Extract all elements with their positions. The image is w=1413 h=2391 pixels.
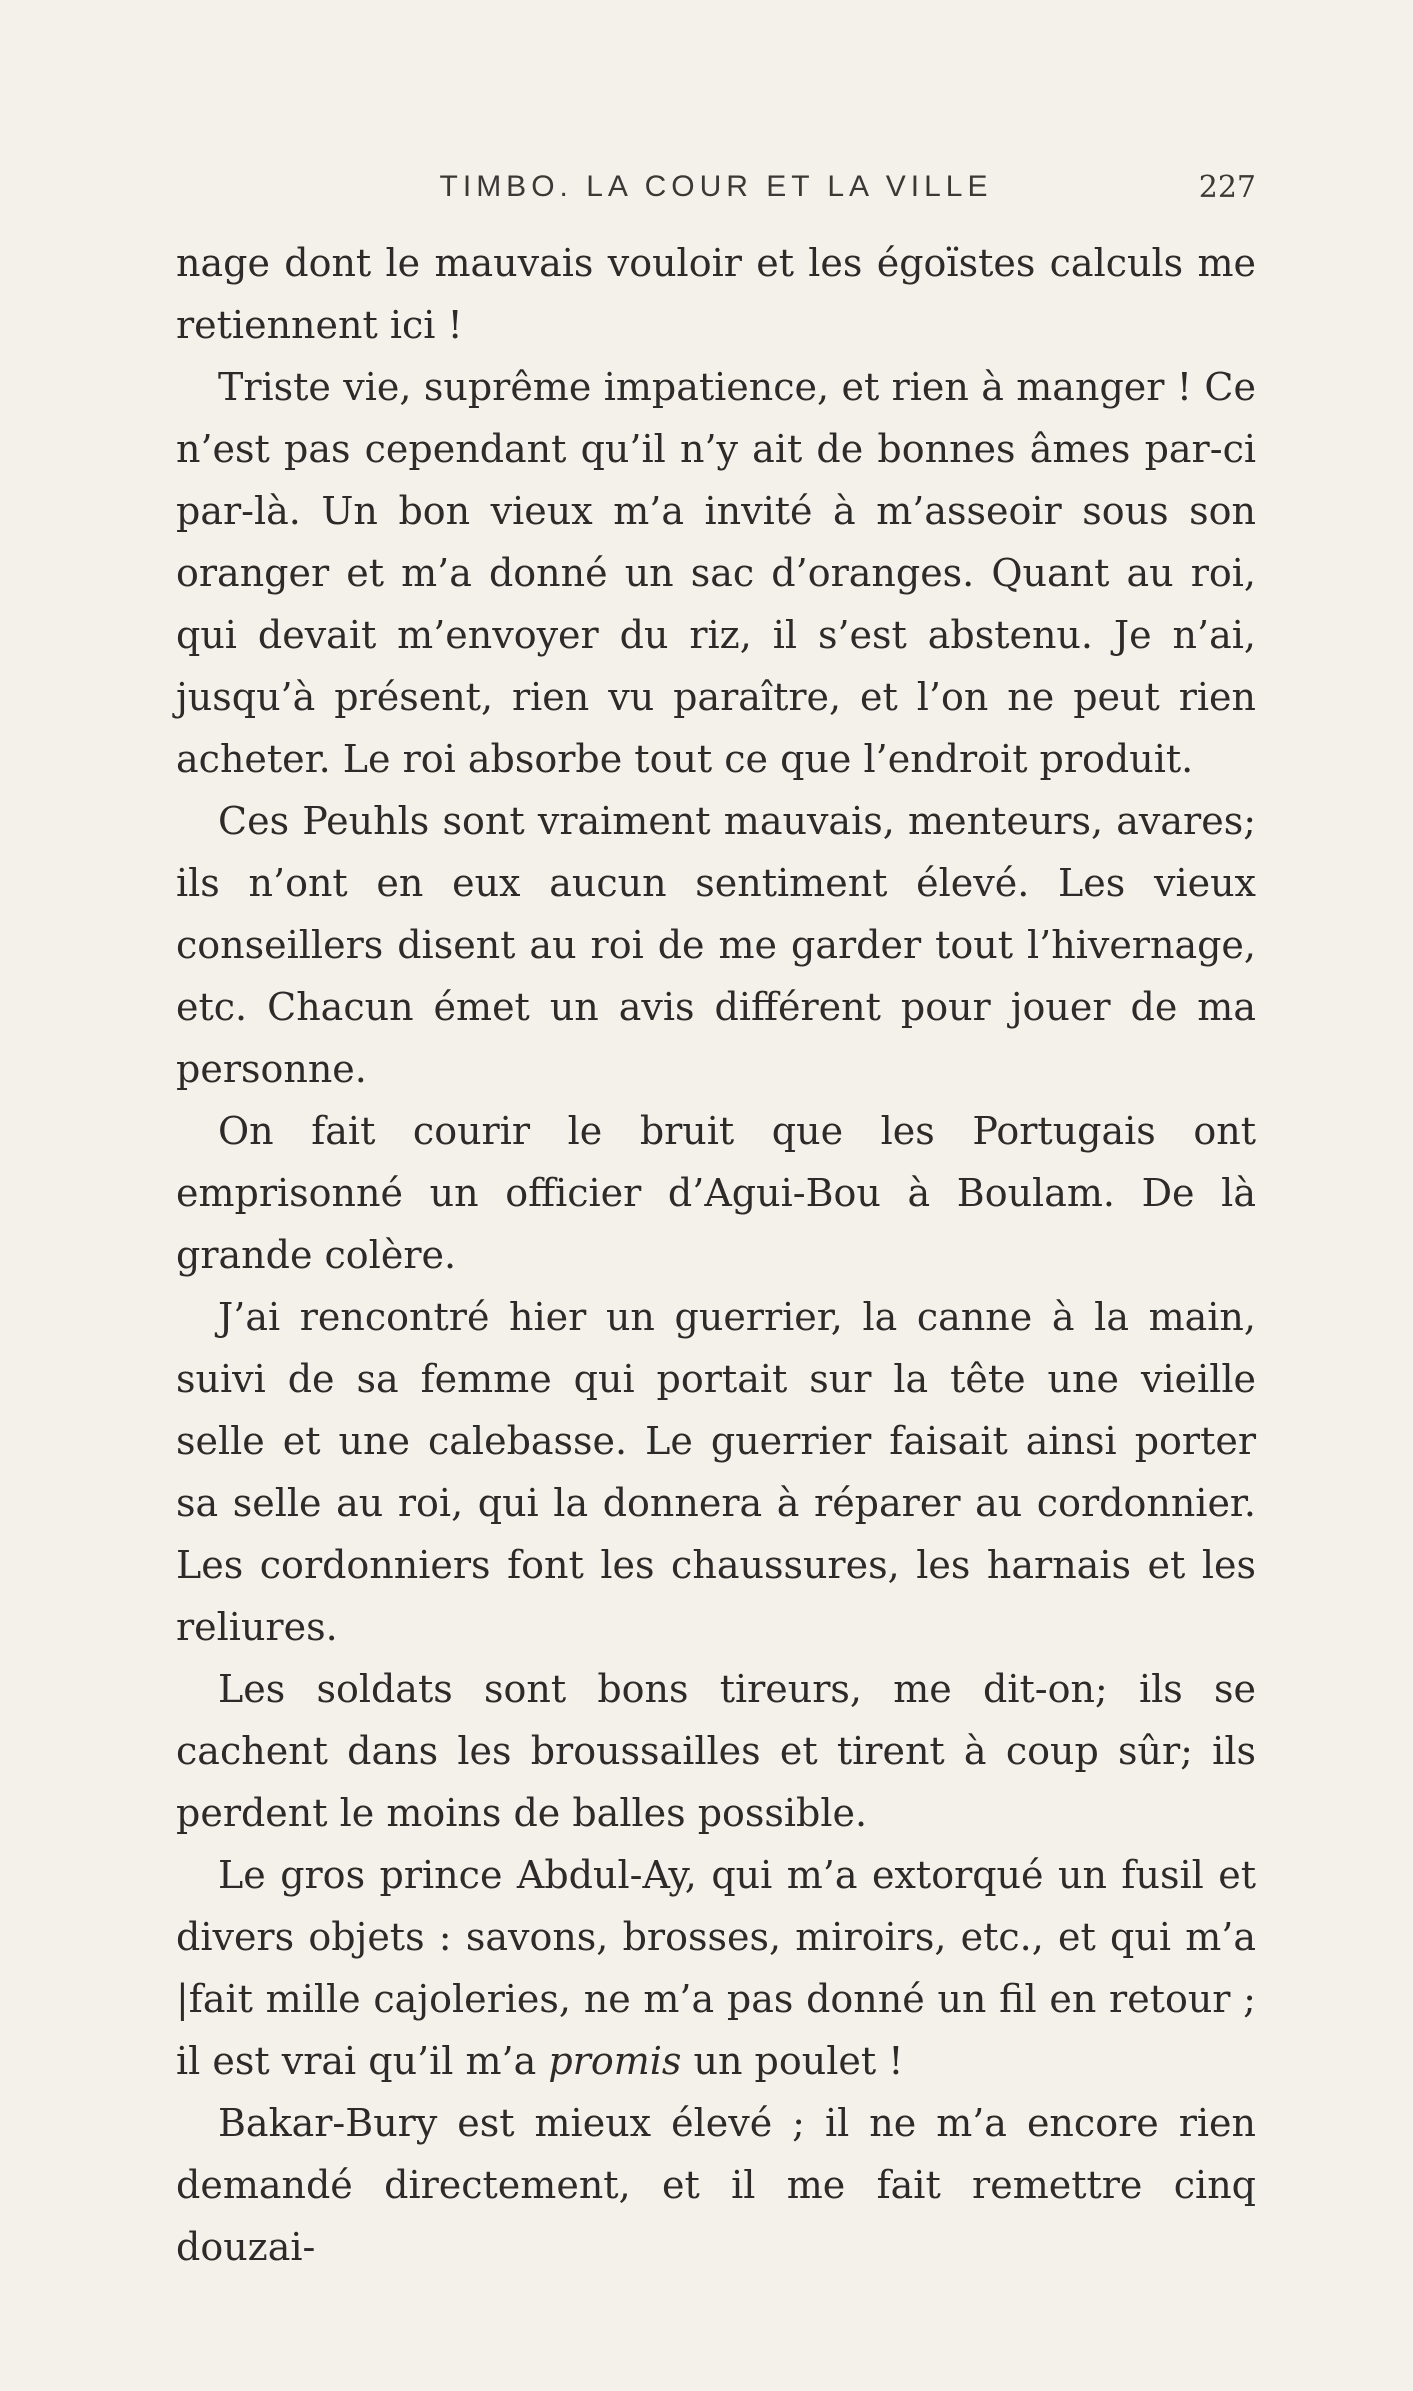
- paragraph: On fait courir le bruit que les Portugais ont emprisonné un officier d’Agui-Bou à Boulam. De là grande colère.: [176, 1109, 1256, 1277]
- page-number: 227: [1198, 170, 1256, 205]
- paragraph-text: un poulet !: [681, 2039, 904, 2083]
- paragraph: Bakar-Bury est mieux élevé ; il ne m’a encore rien demandé directement, et il me fait remettre cinq douzai-: [176, 2101, 1256, 2269]
- paragraph: [176, 1844, 1256, 2092]
- body-text: [176, 232, 1256, 2278]
- paragraph: Les soldats sont bons tireurs, me dit-on; ils se cachent dans les broussailles et tirent à coup sûr; ils perdent le moins de balles possible.: [176, 1667, 1256, 1835]
- paragraph: J’ai rencontré hier un guerrier, la canne à la main, suivi de sa femme qui portait sur la tête une vieille selle et une calebasse. Le guerrier faisait ainsi porter sa selle au roi, qui la donnera à réparer au cordonnier. Les cordonniers font les chaussures, les harnais et les reliures.: [176, 1295, 1256, 1649]
- paragraph-continuation: nage dont le mauvais vouloir et les égoïstes calculs me retiennent ici !: [176, 241, 1256, 347]
- paragraph: Triste vie, suprême impatience, et rien à manger ! Ce n’est pas cependant qu’il n’y ait de bonnes âmes par-ci par-là. Un bon vieux m’a invité à m’asseoir sous son oranger et m’a donné un sac d’oranges. Quant au roi, qui devait m’envoyer du riz, il s’est abstenu. Je n’ai, jusqu’à présent, rien vu paraître, et l’on ne peut rien acheter. Le roi absorbe tout ce que l’endroit produit.: [176, 365, 1256, 781]
- paragraph-text: Le gros prince Abdul-Ay, qui m’a extorqué un fusil et divers objets : savons, brosses, miroirs, etc., et qui m’a |fait mille cajoleries, ne m’a pas donné un fil en retour ; il est vrai qu’il m’a: [176, 1853, 1256, 2083]
- running-head: [176, 170, 1256, 210]
- paragraph: Ces Peuhls sont vraiment mauvais, menteurs, avares; ils n’ont en eux aucun sentiment élevé. Les vieux conseillers disent au roi de me garder tout l’hivernage, etc. Chacun émet un avis différent pour jouer de ma personne.: [176, 799, 1256, 1091]
- italic-word: promis: [548, 2039, 682, 2083]
- running-title: TIMBO. LA COUR ET LA VILLE: [439, 170, 993, 203]
